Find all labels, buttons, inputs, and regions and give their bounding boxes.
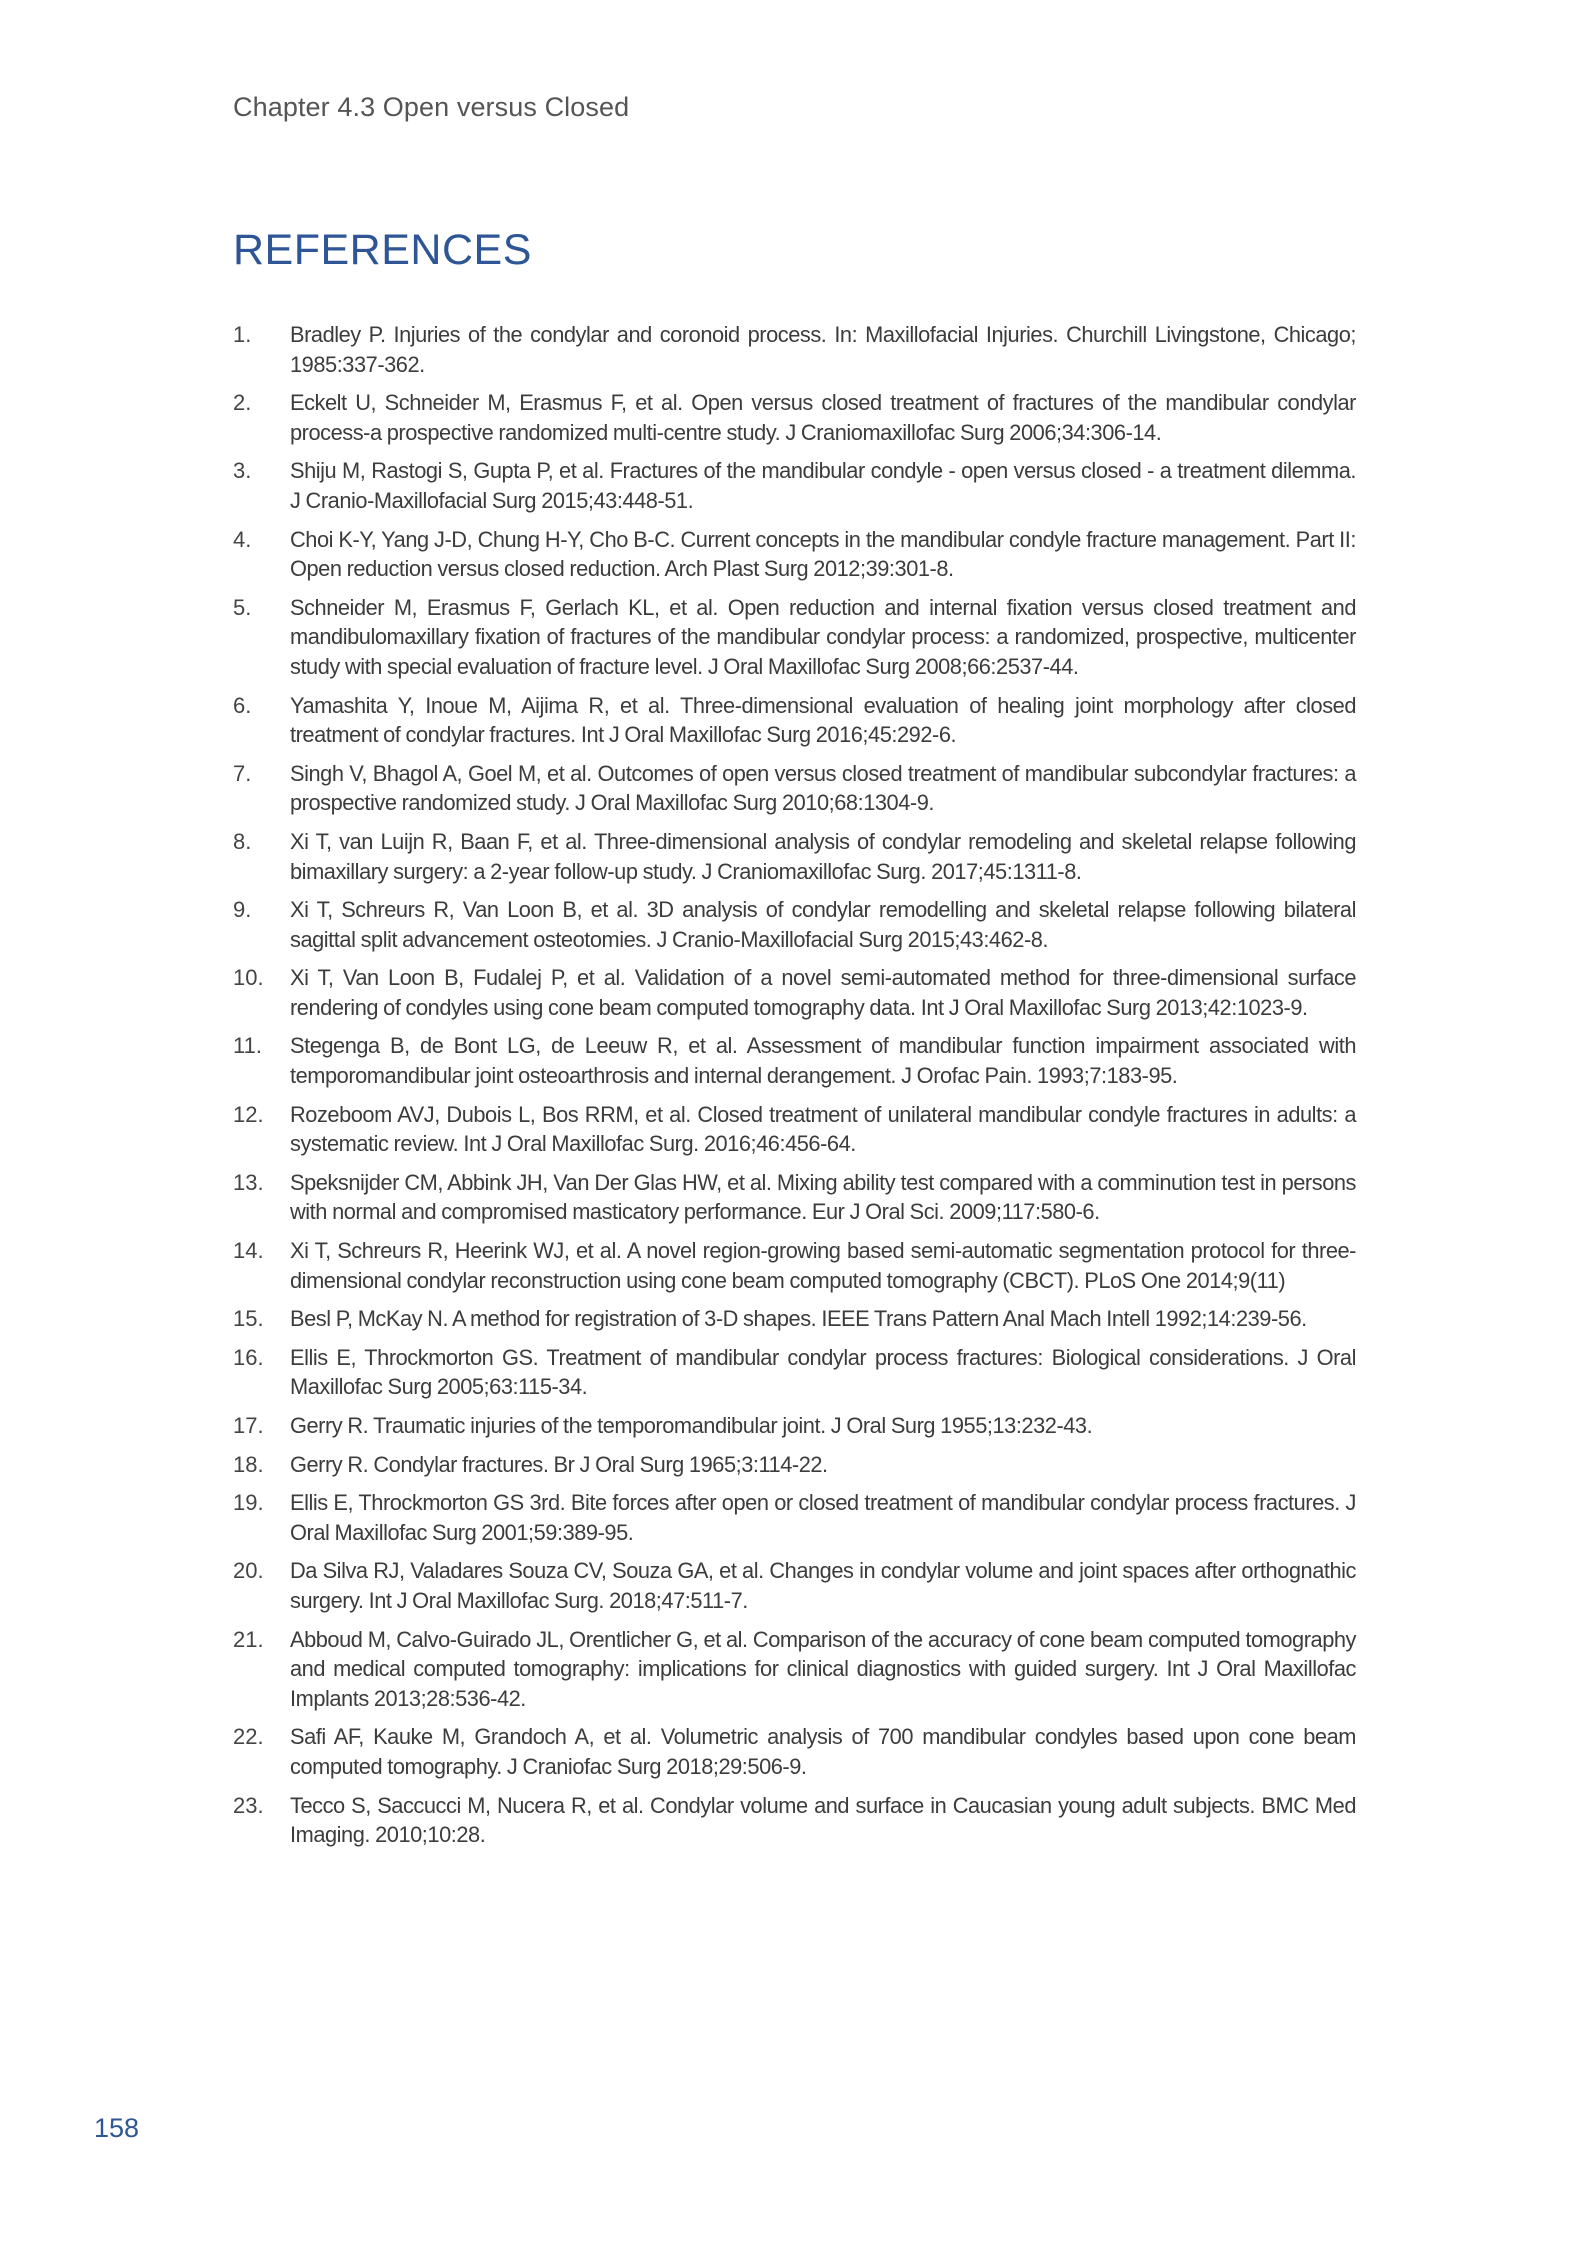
reference-text: Ellis E, Throckmorton GS. Treatment of mandibular condylar process fractures: Biological considerations. J Oral Maxillofac Surg 2005;63:115-34. bbox=[290, 1344, 1356, 1400]
reference-number: 19. bbox=[233, 1490, 264, 1516]
reference-number: 23. bbox=[233, 1792, 264, 1818]
reference-number: 14. bbox=[233, 1238, 264, 1264]
reference-item bbox=[233, 1304, 1356, 1334]
reference-item bbox=[233, 1411, 1356, 1441]
reference-number: 3. bbox=[233, 458, 252, 484]
reference-text: Gerry R. Condylar fractures. Br J Oral Surg 1965;3:114-22. bbox=[290, 1451, 828, 1477]
reference-text: Xi T, van Luijn R, Baan F, et al. Three-dimensional analysis of condylar remodeling and skeletal relapse following bimaxillary surgery: a 2-year follow-up study. J Craniomaxillofac Surg. 2017;45:1311-8. bbox=[290, 828, 1356, 884]
reference-number: 22. bbox=[233, 1724, 264, 1750]
reference-item bbox=[233, 456, 1356, 515]
reference-item bbox=[233, 895, 1356, 954]
reference-text: Speksnijder CM, Abbink JH, Van Der Glas HW, et al. Mixing ability test compared with a comminution test in persons with normal and compromised masticatory performance. Eur J Oral Sci. 2009;117:580-6. bbox=[290, 1169, 1356, 1225]
running-head: Chapter 4.3 Open versus Closed bbox=[233, 92, 630, 122]
reference-item bbox=[233, 1236, 1356, 1295]
reference-item bbox=[233, 1168, 1356, 1227]
reference-text: Xi T, Schreurs R, Heerink WJ, et al. A novel region-growing based semi-automatic segmentation protocol for three-dimensional condylar reconstruction using cone beam computed tomography (CBCT). PLoS One 2014;9(11) bbox=[290, 1238, 1356, 1293]
reference-item bbox=[233, 759, 1356, 818]
reference-text: Besl P, McKay N. A method for registration of 3-D shapes. IEEE Trans Pattern Anal Mach Intell 1992;14:239-56. bbox=[290, 1306, 1307, 1332]
reference-item bbox=[233, 1488, 1356, 1547]
reference-item bbox=[233, 1031, 1356, 1090]
reference-item bbox=[233, 1556, 1356, 1615]
reference-number: 6. bbox=[233, 692, 252, 718]
reference-text: Schneider M, Erasmus F, Gerlach KL, et al. Open reduction and internal fixation versus closed treatment and mandibulomaxillary fixation of fractures of the mandibular condylar process: a randomized, prospective, multicenter study with special evaluation of fracture level. J Oral Maxillofac Surg 2008;66:2537-44. bbox=[290, 594, 1356, 679]
reference-item bbox=[233, 1791, 1356, 1850]
reference-text: Eckelt U, Schneider M, Erasmus F, et al. Open versus closed treatment of fractures of the mandibular condylar process-a prospective randomized multi-centre study. J Craniomaxillofac Surg 2006;34:306-14. bbox=[290, 390, 1356, 445]
reference-text: Shiju M, Rastogi S, Gupta P, et al. Fractures of the mandibular condyle - open versus closed - a treatment dilemma. J Cranio-Maxillofacial Surg 2015;43:448-51. bbox=[290, 458, 1356, 513]
reference-number: 4. bbox=[233, 526, 252, 552]
reference-text: Choi K-Y, Yang J-D, Chung H-Y, Cho B-C. Current concepts in the mandibular condyle fracture management. Part II: Open reduction versus closed reduction. Arch Plast Surg 2012;39:301-8. bbox=[290, 526, 1356, 582]
reference-item bbox=[233, 1343, 1356, 1402]
reference-item bbox=[233, 1625, 1356, 1714]
reference-item bbox=[233, 1100, 1356, 1159]
reference-list bbox=[233, 320, 1356, 1859]
reference-text: Gerry R. Traumatic injuries of the temporomandibular joint. J Oral Surg 1955;13:232-43. bbox=[290, 1413, 1093, 1438]
reference-item bbox=[233, 963, 1356, 1022]
reference-number: 1. bbox=[233, 322, 252, 347]
reference-item bbox=[233, 691, 1356, 750]
page-number: 158 bbox=[94, 2113, 140, 2143]
reference-item bbox=[233, 593, 1356, 682]
reference-number: 2. bbox=[233, 390, 252, 416]
reference-text: Da Silva RJ, Valadares Souza CV, Souza GA, et al. Changes in condylar volume and joint spaces after orthognathic surgery. Int J Oral Maxillofac Surg. 2018;47:511-7. bbox=[290, 1558, 1356, 1613]
reference-number: 11. bbox=[233, 1033, 262, 1059]
reference-number: 8. bbox=[233, 828, 252, 854]
reference-number: 12. bbox=[233, 1101, 264, 1127]
reference-item bbox=[233, 388, 1356, 447]
reference-number: 16. bbox=[233, 1344, 264, 1370]
reference-number: 10. bbox=[233, 965, 264, 991]
reference-number: 21. bbox=[233, 1626, 264, 1652]
reference-text: Safi AF, Kauke M, Grandoch A, et al. Volumetric analysis of 700 mandibular condyles based upon cone beam computed tomography. J Craniofac Surg 2018;29:506-9. bbox=[290, 1724, 1356, 1779]
reference-number: 18. bbox=[233, 1451, 264, 1477]
reference-number: 17. bbox=[233, 1413, 264, 1438]
reference-item bbox=[233, 1722, 1356, 1781]
reference-text: Ellis E, Throckmorton GS 3rd. Bite forces after open or closed treatment of mandibular condylar process fractures. J Oral Maxillofac Surg 2001;59:389-95. bbox=[290, 1490, 1356, 1545]
reference-number: 7. bbox=[233, 760, 252, 786]
reference-number: 20. bbox=[233, 1558, 264, 1584]
reference-number: 13. bbox=[233, 1169, 264, 1195]
reference-text: Singh V, Bhagol A, Goel M, et al. Outcomes of open versus closed treatment of mandibular subcondylar fractures: a prospective randomized study. J Oral Maxillofac Surg 2010;68:1304-9. bbox=[290, 760, 1356, 816]
reference-text: Yamashita Y, Inoue M, Aijima R, et al. Three-dimensional evaluation of healing joint morphology after closed treatment of condylar fractures. Int J Oral Maxillofac Surg 2016;45:292-6. bbox=[290, 692, 1356, 748]
reference-text: Xi T, Van Loon B, Fudalej P, et al. Validation of a novel semi-automated method for three-dimensional surface rendering of condyles using cone beam computed tomography data. Int J Oral Maxillofac Surg 2013;42:1023-9. bbox=[290, 965, 1356, 1020]
reference-item bbox=[233, 320, 1356, 379]
reference-text: Abboud M, Calvo-Guirado JL, Orentlicher G, et al. Comparison of the accuracy of cone beam computed tomography and medical computed tomography: implications for clinical diagnostics with guided surgery. Int J Oral Maxillofac Implants 2013;28:536-42. bbox=[290, 1626, 1356, 1711]
section-title: REFERENCES bbox=[233, 226, 532, 274]
reference-text: Rozeboom AVJ, Dubois L, Bos RRM, et al. Closed treatment of unilateral mandibular condyle fractures in adults: a systematic review. Int J Oral Maxillofac Surg. 2016;46:456-64. bbox=[290, 1101, 1356, 1157]
reference-item bbox=[233, 827, 1356, 886]
reference-number: 5. bbox=[233, 594, 252, 620]
reference-number: 15. bbox=[233, 1306, 264, 1332]
reference-text: Tecco S, Saccucci M, Nucera R, et al. Condylar volume and surface in Caucasian young adult subjects. BMC Med Imaging. 2010;10:28. bbox=[290, 1792, 1356, 1848]
reference-number: 9. bbox=[233, 897, 252, 923]
reference-item bbox=[233, 1450, 1356, 1480]
reference-text: Bradley P. Injuries of the condylar and coronoid process. In: Maxillofacial Injuries. Churchill Livingstone, Chicago; 1985:337-362. bbox=[290, 322, 1356, 377]
reference-text: Stegenga B, de Bont LG, de Leeuw R, et al. Assessment of mandibular function impairment associated with temporomandibular joint osteoarthrosis and internal derangement. J Orofac Pain. 1993;7:183-95. bbox=[290, 1033, 1356, 1089]
reference-item bbox=[233, 525, 1356, 584]
reference-text: Xi T, Schreurs R, Van Loon B, et al. 3D analysis of condylar remodelling and skeletal relapse following bilateral sagittal split advancement osteotomies. J Cranio-Maxillofacial Surg 2015;43:462-8. bbox=[290, 897, 1356, 952]
